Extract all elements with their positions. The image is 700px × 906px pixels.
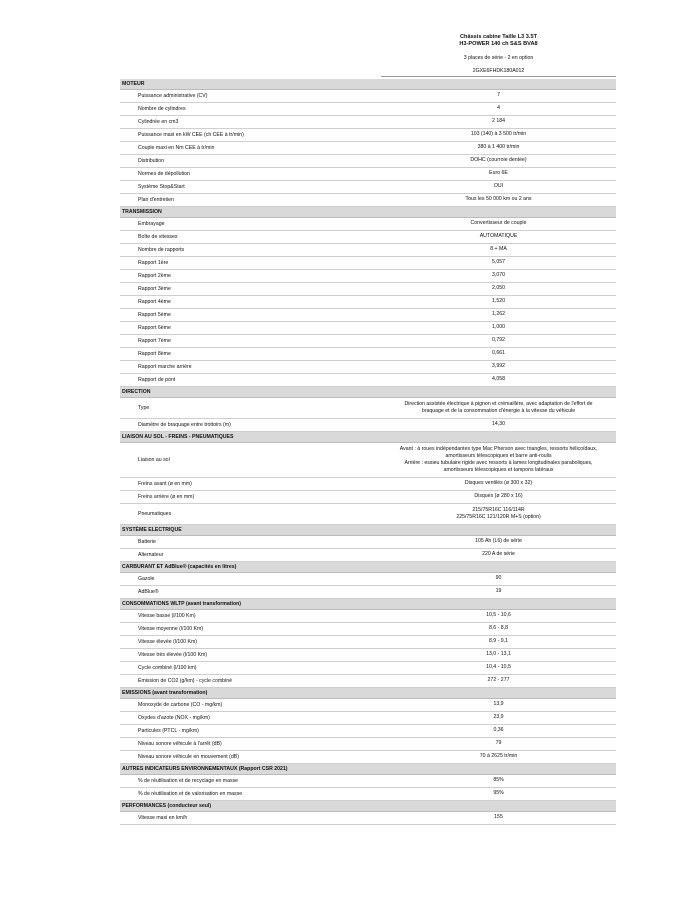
spec-row [120, 244, 616, 257]
spec-value: Disques ventilés (ø 300 x 32) [381, 478, 616, 491]
spec-row [120, 181, 616, 194]
spec-row [120, 218, 616, 231]
spec-row [120, 812, 616, 825]
spec-value: 7 [381, 90, 616, 103]
spec-value: Euro 6E [381, 168, 616, 181]
spec-label: Niveau sonore véhicule à l'arrêt (dB) [120, 738, 381, 751]
spec-value: 10,4 - 10,5 [381, 662, 616, 675]
spec-row [120, 623, 616, 636]
section-title: MOTEUR [120, 79, 616, 90]
spec-row [120, 283, 616, 296]
spec-row [120, 675, 616, 688]
spec-label: Vitesse élevée (l/100 Km) [120, 636, 381, 649]
spec-label: Niveau sonore véhicule en mouvement (dB) [120, 751, 381, 764]
spec-row [120, 788, 616, 801]
spec-label: Rapport 7ème [120, 335, 381, 348]
spec-value: 19 [381, 586, 616, 599]
section-header [120, 79, 616, 90]
spec-value: 105 Ah (L6) de série [381, 536, 616, 549]
spec-value: 1,520 [381, 296, 616, 309]
spec-value: 79 [381, 738, 616, 751]
spec-row [120, 775, 616, 788]
spec-row [120, 636, 616, 649]
spec-label: Particules (PTCL - mg/km) [120, 725, 381, 738]
version-title-line2: H3-POWER 140 ch S&S BVA8 [459, 41, 538, 47]
spec-label: Vitesse basse (l/100 Km) [120, 610, 381, 623]
spec-label: % de réutilisation et de valorisation en masse [120, 788, 381, 801]
version-code: 2GXE6FHDK180A012 [472, 68, 525, 74]
spec-label: Boîte de vitesses [120, 231, 381, 244]
spec-value: AUTOMATIQUE [381, 231, 616, 244]
spec-row [120, 129, 616, 142]
spec-value: 10,5 - 10,6 [381, 610, 616, 623]
spec-label: Émission de CO2 (g/km) - cycle combiné [120, 675, 381, 688]
spec-row [120, 610, 616, 623]
spec-row [120, 738, 616, 751]
spec-label: Vitesse très élevée (l/100 Km) [120, 649, 381, 662]
spec-label: Freins avant (ø en mm) [120, 478, 381, 491]
spec-value: 5,057 [381, 257, 616, 270]
spec-value: 8,6 - 8,8 [381, 623, 616, 636]
spec-row [120, 751, 616, 764]
header-divider [381, 76, 616, 77]
spec-value: 155 [381, 812, 616, 825]
spec-value: 380 à 1 400 tr/min [381, 142, 616, 155]
section-header [120, 432, 616, 443]
spec-label: Nombre de cylindres [120, 103, 381, 116]
spec-label: Distribution [120, 155, 381, 168]
spec-label: Rapport 6ème [120, 322, 381, 335]
spec-label: Puissance maxi en kW CEE (ch CEE à tr/min) [120, 129, 381, 142]
section-title: PERFORMANCES (conducteur seul) [120, 801, 616, 812]
spec-label: Pneumatiques [120, 504, 381, 525]
section-title: EMISSIONS (avant transformation) [120, 688, 616, 699]
spec-value: DOHC (courroie dentée) [381, 155, 616, 168]
spec-label: Rapport 1ère [120, 257, 381, 270]
spec-row [120, 419, 616, 432]
spec-value: 1,262 [381, 309, 616, 322]
spec-value: 220 A de série [381, 549, 616, 562]
spec-row [120, 194, 616, 207]
spec-row [120, 649, 616, 662]
spec-value: 3,992 [381, 361, 616, 374]
spec-row [120, 398, 616, 419]
spec-value: Direction assistée électrique à pignon et crémaillère, avec adaptation de l'effort de braquage et de la consommation d'énergie à la vitesse du véhicule [381, 398, 616, 419]
spec-label: Liaison au sol [120, 443, 381, 478]
spec-value: 4,058 [381, 374, 616, 387]
spec-row [120, 573, 616, 586]
spec-value: 1,000 [381, 322, 616, 335]
spec-value: 4 [381, 103, 616, 116]
spec-row [120, 712, 616, 725]
seats-info: 3 places de série - 2 en option [463, 55, 534, 61]
spec-value: 70 à 2625 tr/min [381, 751, 616, 764]
spec-label: Vitesse moyenne (l/100 Km) [120, 623, 381, 636]
spec-row [120, 296, 616, 309]
spec-value: 2,050 [381, 283, 616, 296]
spec-label: Rapport de pont [120, 374, 381, 387]
spec-value: 14,30 [381, 419, 616, 432]
spec-row [120, 374, 616, 387]
spec-row [120, 361, 616, 374]
spec-value: 13,9 [381, 699, 616, 712]
spec-label: Rapport 8ème [120, 348, 381, 361]
spec-value: 13,0 - 13,1 [381, 649, 616, 662]
section-title: LIAISON AU SOL - FREINS - PNEUMATIQUES [120, 432, 616, 443]
spec-value: 272 - 277 [381, 675, 616, 688]
spec-sheet [120, 34, 616, 825]
spec-row [120, 725, 616, 738]
section-title: SYSTÈME ELECTRIQUE [120, 525, 616, 536]
spec-label: Plan d'entretien [120, 194, 381, 207]
spec-value: Convertisseur de couple [381, 218, 616, 231]
spec-row [120, 478, 616, 491]
section-title: AUTRES INDICATEURS ENVIRONNEMENTAUX (Rapport CSR 2021) [120, 764, 616, 775]
spec-row [120, 155, 616, 168]
spec-value: 0,661 [381, 348, 616, 361]
section-header [120, 764, 616, 775]
section-title: TRANSMISSION [120, 207, 616, 218]
spec-label: Vitesse maxi en km/h [120, 812, 381, 825]
spec-label: Gazole [120, 573, 381, 586]
version-title-line1: Châssis cabine Taille L3 3.5T [460, 34, 537, 40]
section-header [120, 599, 616, 610]
spec-row [120, 322, 616, 335]
spec-row [120, 504, 616, 525]
spec-label: Rapport 5ème [120, 309, 381, 322]
spec-row [120, 231, 616, 244]
spec-label: Alternateur [120, 549, 381, 562]
spec-value: 0,36 [381, 725, 616, 738]
spec-row [120, 103, 616, 116]
spec-row [120, 270, 616, 283]
section-header [120, 207, 616, 218]
spec-row [120, 257, 616, 270]
spec-row [120, 335, 616, 348]
spec-label: Batterie [120, 536, 381, 549]
section-title: CONSOMMATIONS WLTP (avant transformation) [120, 599, 616, 610]
spec-label: Puissance administrative (CV) [120, 90, 381, 103]
spec-label: Rapport 2ème [120, 270, 381, 283]
spec-label: Couple maxi en Nm CEE à tr/min [120, 142, 381, 155]
spec-label: Cylindrée en cm3 [120, 116, 381, 129]
spec-row [120, 586, 616, 599]
spec-label: AdBlue® [120, 586, 381, 599]
spec-value: 215/75R16C 116/114R 225/75R16C 121/120R M+S (option) [381, 504, 616, 525]
spec-value: 0,792 [381, 335, 616, 348]
spec-value: Disques (ø 280 x 16) [381, 491, 616, 504]
section-title: DIRECTION [120, 387, 616, 398]
spec-value: 95% [381, 788, 616, 801]
version-header [381, 34, 616, 77]
section-header [120, 525, 616, 536]
spec-label: Freins arrière (ø en mm) [120, 491, 381, 504]
spec-row [120, 348, 616, 361]
spec-value: 23,9 [381, 712, 616, 725]
spec-row [120, 168, 616, 181]
spec-row [120, 662, 616, 675]
spec-row [120, 309, 616, 322]
section-header [120, 688, 616, 699]
spec-label: Normes de dépollution [120, 168, 381, 181]
spec-label: Diamètre de braquage entre trottoirs (m) [120, 419, 381, 432]
spec-label: Oxydes d'azote (NOX - mg/km) [120, 712, 381, 725]
spec-row [120, 549, 616, 562]
spec-row [120, 142, 616, 155]
spec-label: Rapport marche arrière [120, 361, 381, 374]
spec-label: Rapport 3ème [120, 283, 381, 296]
spec-label: Système Stop&Start [120, 181, 381, 194]
section-header [120, 801, 616, 812]
spec-row [120, 90, 616, 103]
spec-value: OUI [381, 181, 616, 194]
spec-value: 8,9 - 9,1 [381, 636, 616, 649]
spec-value: 2 184 [381, 116, 616, 129]
spec-value: 90 [381, 573, 616, 586]
spec-label: Rapport 4ème [120, 296, 381, 309]
spec-label: Monoxyde de carbone (CO - mg/km) [120, 699, 381, 712]
spec-row [120, 536, 616, 549]
spec-value: Avant : à roues indépendantes type Mac Pherson avec triangles, ressorts hélicoïdaux, amortisseurs télescopiques et barre anti-roulis Arrière : essieu tubulaire rigide avec ressorts à lames longitudinales paraboliques, amortisseurs télescopiques et tampons latéraux [381, 443, 616, 478]
spec-value: 8 + MA [381, 244, 616, 257]
spec-row [120, 443, 616, 478]
spec-label: % de réutilisation et de recyclage en masse [120, 775, 381, 788]
spec-value: 103 (140) à 3 500 tr/min [381, 129, 616, 142]
section-header [120, 387, 616, 398]
spec-value: Tous les 50 000 km ou 2 ans [381, 194, 616, 207]
spec-label: Embrayage [120, 218, 381, 231]
spec-label: Type [120, 398, 381, 419]
spec-label: Nombre de rapports [120, 244, 381, 257]
spec-label: Cycle combiné (l/100 km) [120, 662, 381, 675]
spec-table [120, 79, 616, 825]
spec-row [120, 491, 616, 504]
spec-value: 3,070 [381, 270, 616, 283]
spec-value: 85% [381, 775, 616, 788]
section-header [120, 562, 616, 573]
spec-row [120, 116, 616, 129]
spec-row [120, 699, 616, 712]
section-title: CARBURANT ET AdBlue® (capacités en litres) [120, 562, 616, 573]
